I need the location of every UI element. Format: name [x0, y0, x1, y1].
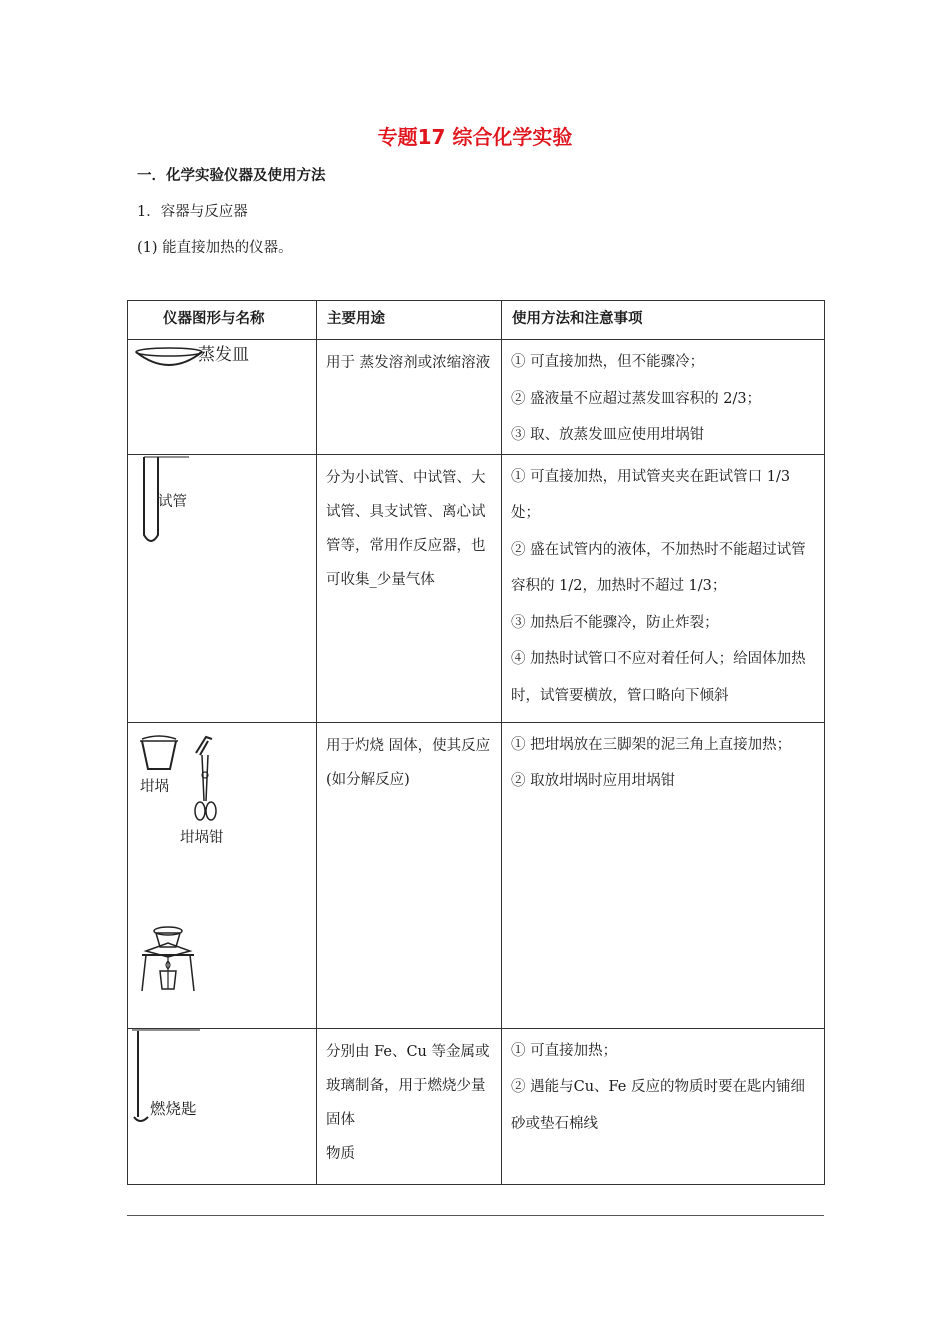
note-item: ③ 加热后不能骤冷，防止炸裂；	[511, 614, 719, 631]
usage-text: 分别由 Fe、Cu 等金属或玻璃制备，用于燃烧少量固体	[326, 1043, 490, 1128]
note-item: ① 可直接加热；	[511, 1042, 618, 1059]
note-item: ③ 取、放蒸发皿应使用坩埚钳	[511, 427, 705, 443]
notes-cell	[502, 340, 825, 455]
note-item: ④ 加热时试管口不应对着任何人；给固体加热时，试管要横放，管口略向下倾斜	[511, 651, 806, 704]
instrument-name: 试管	[158, 493, 187, 510]
note-item: ② 盛液量不应超过蒸发皿容积的 2/3；	[511, 390, 762, 407]
note-item: ② 盛在试管内的液体，不加热时不能超过试管容积的 1/2，加热时不超过 1/3；	[511, 541, 806, 594]
instrument-name: 坩埚	[140, 778, 169, 795]
usage-cell	[317, 722, 502, 1028]
column-header: 使用方法和注意事项	[502, 301, 825, 340]
crucible-tongs-icon	[192, 733, 222, 833]
instrument-name: 坩埚钳	[180, 829, 224, 846]
notes-cell	[502, 1028, 825, 1184]
notes-cell	[502, 722, 825, 1028]
notes-cell	[502, 454, 825, 722]
instrument-name: 燃烧匙	[150, 1099, 197, 1118]
section-heading: 一．化学实验仪器及使用方法	[137, 168, 326, 184]
table-row	[128, 454, 825, 722]
instrument-table	[127, 300, 825, 1185]
usage-text: 分为小试管、中试管、大试管、具支试管、离心试管等，常用作反应器，也可收集_少量气体	[326, 469, 486, 588]
note-item: ① 把坩埚放在三脚架的泥三角上直接加热；	[511, 736, 792, 753]
crucible-icon	[136, 733, 182, 773]
table-row	[128, 1028, 825, 1184]
footer-divider	[127, 1215, 824, 1216]
table-header-row	[128, 301, 825, 340]
column-header: 仪器图形与名称	[128, 301, 317, 340]
tripod-crucible-icon	[138, 919, 198, 999]
instrument-cell	[128, 722, 317, 1028]
page-title: 专题17 综合化学实验	[377, 125, 573, 149]
usage-cell	[317, 1028, 502, 1184]
instrument-cell	[128, 1028, 317, 1184]
table-row	[128, 340, 825, 455]
evaporating-dish-icon	[134, 346, 204, 376]
column-header: 主要用途	[317, 301, 502, 340]
table-row	[128, 722, 825, 1028]
instrument-cell	[128, 340, 317, 455]
usage-text: 用于灼烧 固体，使其反应(如分解反应)	[326, 737, 491, 788]
note-item: ② 遇能与Cu、Fe 反应的物质时要在匙内铺细砂或垫石棉线	[511, 1079, 805, 1132]
usage-cell	[317, 454, 502, 722]
usage-text: 用于 蒸发溶剂或浓缩溶液	[326, 355, 491, 371]
usage-text: 物质	[326, 1145, 355, 1162]
subsection-heading-2: (1) 能直接加热的仪器。	[137, 240, 293, 256]
instrument-name: 蒸发皿	[198, 345, 249, 365]
instrument-cell	[128, 454, 317, 722]
subsection-heading: 1．容器与反应器	[137, 204, 248, 220]
usage-cell	[317, 340, 502, 455]
note-item: ① 可直接加热，用试管夹夹在距试管口 1/3 处；	[511, 468, 791, 521]
note-item: ① 可直接加热，但不能骤冷；	[511, 354, 705, 370]
note-item: ② 取放坩埚时应用坩埚钳	[511, 773, 676, 789]
